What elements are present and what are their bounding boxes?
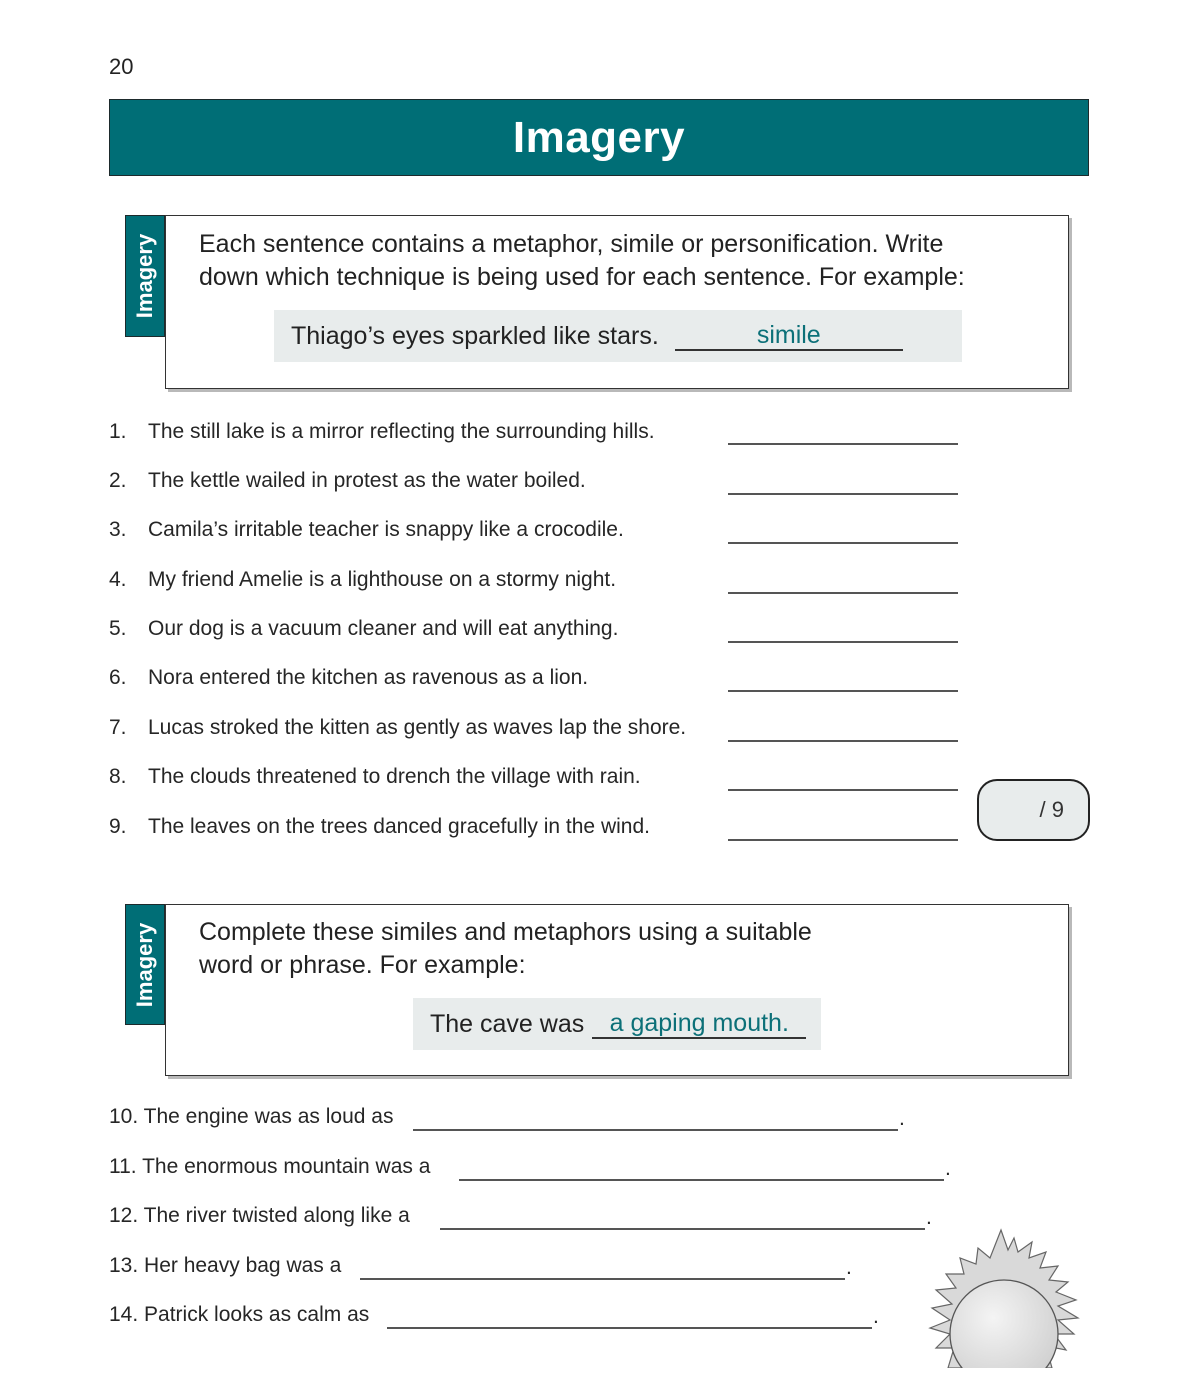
instruction-text — [199, 916, 812, 982]
instruction-line: down which technique is being used for each sentence. For example: — [199, 263, 965, 291]
question-text: The clouds threatened to drench the village with rain. — [148, 765, 641, 788]
period: . — [846, 1256, 852, 1279]
question-number: 2. — [109, 469, 127, 492]
answer-blank[interactable] — [728, 641, 958, 643]
example-sentence: Thiago’s eyes sparkled like stars. — [291, 321, 659, 350]
score-total: / 9 — [1039, 797, 1064, 822]
section-tab-label: Imagery — [132, 233, 158, 319]
completion-row: 12. The river twisted along like a — [109, 1204, 410, 1227]
question-text: The kettle wailed in protest as the water boiled. — [148, 469, 586, 492]
question-number: 5. — [109, 617, 127, 640]
example-prefix: The cave was — [430, 1009, 585, 1038]
title-banner — [109, 99, 1089, 176]
question-text: The leaves on the trees danced gracefully in the wind. — [148, 815, 650, 838]
question-row — [109, 518, 624, 542]
answer-blank[interactable] — [728, 493, 958, 495]
question-number: 8. — [109, 765, 127, 788]
sun-icon — [928, 1228, 1093, 1373]
answer-blank[interactable] — [728, 443, 958, 445]
question-text: The still lake is a mirror reflecting the surrounding hills. — [148, 420, 655, 443]
question-text: Nora entered the kitchen as ravenous as a lion. — [148, 666, 589, 689]
question-row — [109, 666, 588, 690]
question-row — [109, 617, 618, 641]
question-row — [109, 716, 686, 740]
question-row — [109, 568, 616, 592]
example-answer: a gaping mouth. — [592, 1009, 806, 1039]
answer-blank[interactable] — [440, 1228, 925, 1230]
answer-blank[interactable] — [728, 542, 958, 544]
answer-blank[interactable] — [360, 1278, 845, 1280]
instruction-line: word or phrase. For example: — [199, 951, 526, 979]
question-number: 1. — [109, 420, 127, 443]
question-row — [109, 469, 586, 493]
question-text: My friend Amelie is a lighthouse on a stormy night. — [148, 568, 617, 591]
question-number: 3. — [109, 518, 127, 541]
example-box — [413, 998, 821, 1050]
instruction-line: Each sentence contains a metaphor, simile or personification. Write — [199, 230, 944, 258]
section-tab — [125, 904, 165, 1025]
instruction-box-2 — [165, 904, 1069, 1076]
question-number: 7. — [109, 716, 127, 739]
answer-blank[interactable] — [459, 1179, 944, 1181]
completion-row: 10. The engine was as loud as — [109, 1105, 394, 1128]
instruction-box-1 — [165, 215, 1069, 389]
page-number: 20 — [109, 54, 134, 79]
question-number: 4. — [109, 568, 127, 591]
question-row — [109, 420, 655, 444]
question-number: 9. — [109, 815, 127, 838]
completion-row: 11. The enormous mountain was a — [109, 1155, 431, 1178]
instruction-text — [199, 228, 965, 294]
period: . — [873, 1305, 879, 1328]
period: . — [926, 1206, 932, 1229]
question-number: 6. — [109, 666, 127, 689]
completion-row: 14. Patrick looks as calm as — [109, 1303, 370, 1326]
instruction-line: Complete these similes and metaphors using a suitable — [199, 918, 812, 946]
question-row — [109, 815, 650, 839]
answer-blank[interactable] — [728, 740, 958, 742]
example-answer: simile — [675, 321, 903, 351]
section-tab — [125, 215, 165, 337]
answer-blank[interactable] — [413, 1129, 898, 1131]
score-box[interactable] — [977, 779, 1090, 841]
question-text: Camila’s irritable teacher is snappy like a crocodile. — [148, 518, 624, 541]
page-title: Imagery — [512, 112, 686, 162]
completion-row: 13. Her heavy bag was a — [109, 1254, 342, 1277]
section-tab-label: Imagery — [132, 922, 158, 1007]
answer-blank[interactable] — [387, 1327, 872, 1329]
answer-blank[interactable] — [728, 789, 958, 791]
question-text: Our dog is a vacuum cleaner and will eat anything. — [148, 617, 619, 640]
period: . — [899, 1107, 905, 1130]
example-box — [274, 310, 962, 362]
period: . — [945, 1157, 951, 1180]
answer-blank[interactable] — [728, 839, 958, 841]
answer-blank[interactable] — [728, 690, 958, 692]
question-row — [109, 765, 641, 789]
answer-blank[interactable] — [728, 592, 958, 594]
question-text: Lucas stroked the kitten as gently as waves lap the shore. — [148, 716, 687, 739]
